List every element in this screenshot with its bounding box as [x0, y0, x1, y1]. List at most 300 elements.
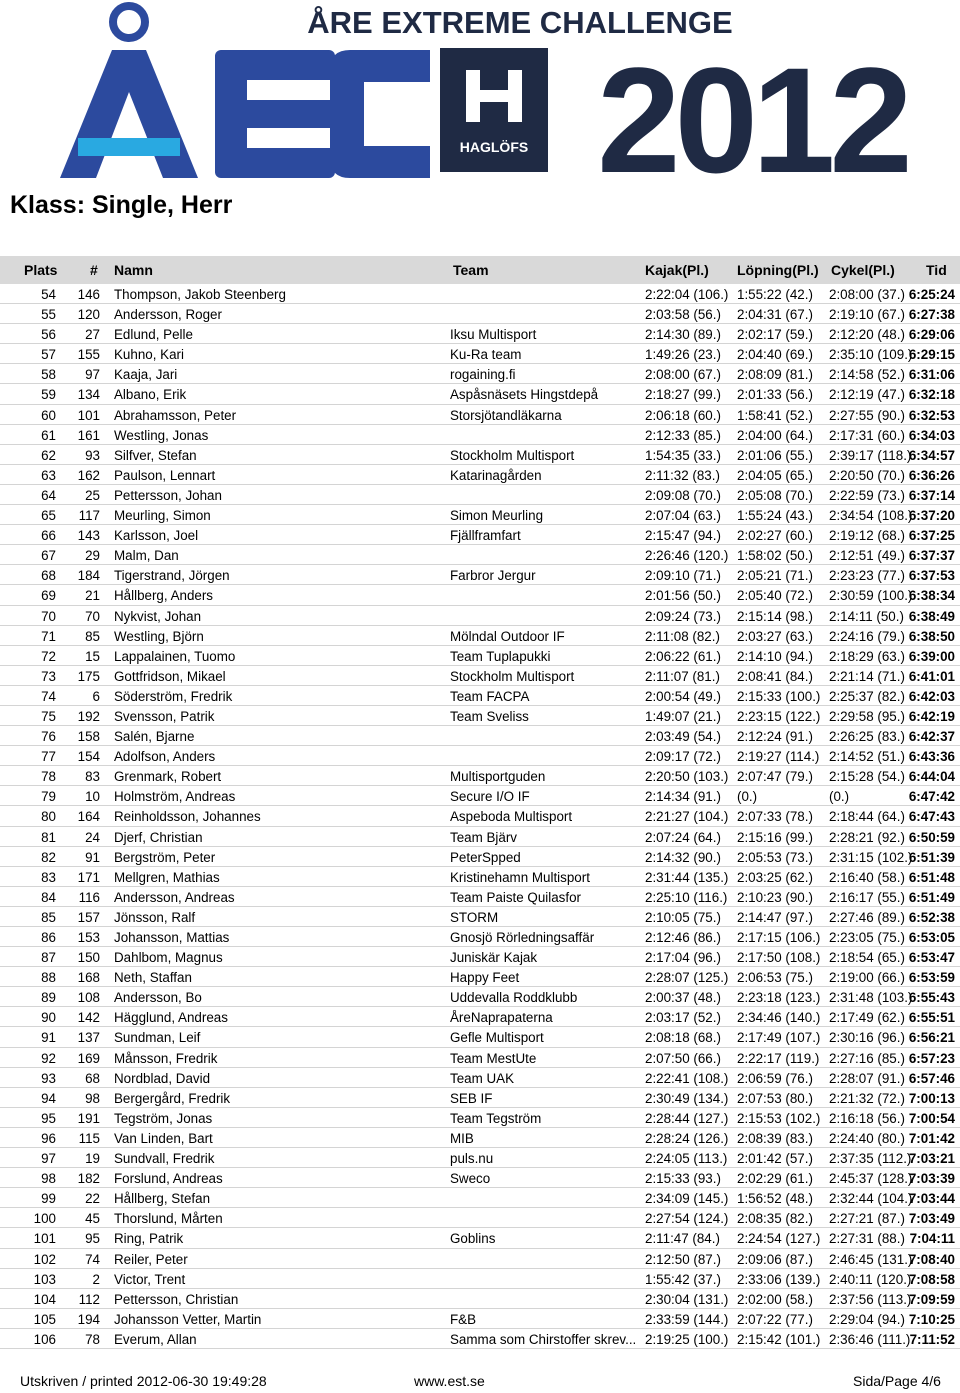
cell-start-number: 157: [77, 909, 100, 925]
cell-start-number: 184: [77, 568, 100, 584]
cell-cykel-time: 2:39:17 (118.): [829, 447, 912, 463]
cell-name: Bergström, Peter: [114, 849, 216, 865]
cell-cykel-time: 2:18:54 (65.): [829, 950, 905, 966]
cell-total-time: 6:51:49: [908, 889, 955, 905]
cell-team: puls.nu: [450, 1151, 494, 1167]
cell-team: Team Tuplapukki: [450, 648, 551, 664]
cell-kajak-time: 2:18:27 (99.): [645, 387, 721, 403]
cell-plats: 99: [41, 1191, 56, 1207]
cell-plats: 104: [33, 1291, 56, 1307]
cell-lopning-time: 2:33:06 (139.): [737, 1271, 821, 1287]
cell-name: Ring, Patrik: [114, 1231, 184, 1247]
cell-total-time: 6:39:00: [908, 648, 955, 664]
table-row: [0, 967, 960, 987]
table-row: [0, 1027, 960, 1047]
cell-lopning-time: 2:03:27 (63.): [737, 628, 813, 644]
cell-total-time: 6:57:46: [908, 1070, 955, 1086]
cell-team: ÅreNaprapaterna: [450, 1010, 553, 1026]
cell-cykel-time: 2:19:00 (66.): [829, 970, 905, 986]
cell-plats: 90: [41, 1010, 56, 1026]
cell-kajak-time: 2:11:32 (83.): [645, 467, 720, 483]
cell-start-number: 116: [78, 889, 100, 905]
cell-start-number: 168: [77, 970, 100, 986]
cell-cykel-time: 2:30:59 (100.): [829, 588, 913, 604]
cell-kajak-time: 1:54:35 (33.): [645, 447, 721, 463]
cell-start-number: 70: [85, 608, 100, 624]
cell-start-number: 95: [85, 1231, 100, 1247]
cell-lopning-time: 1:55:22 (42.): [737, 287, 813, 302]
cell-kajak-time: 2:30:04 (131.): [645, 1291, 729, 1307]
cell-cykel-time: 2:27:55 (90.): [829, 407, 905, 423]
cell-cykel-time: 2:31:48 (103.): [829, 990, 913, 1006]
cell-plats: 101: [33, 1231, 56, 1247]
table-row: [0, 465, 960, 485]
cell-start-number: 115: [78, 1130, 100, 1146]
cell-name: Jönsson, Ralf: [114, 909, 196, 925]
cell-cykel-time: 2:35:10 (109.): [829, 347, 913, 363]
cell-kajak-time: 2:00:37 (48.): [645, 990, 721, 1006]
cell-cykel-time: 2:32:44 (104.): [829, 1191, 913, 1207]
cell-cykel-time: 2:30:16 (96.): [829, 1030, 905, 1046]
cell-cykel-time: 2:20:50 (70.): [829, 467, 905, 483]
cell-cykel-time: 2:15:28 (54.): [829, 769, 905, 785]
table-row: [0, 786, 960, 806]
cell-start-number: 74: [85, 1251, 100, 1267]
table-row: [0, 1228, 960, 1248]
cell-name: Westling, Jonas: [114, 427, 209, 443]
logo-year: 2012: [597, 36, 907, 185]
cell-lopning-time: 2:08:35 (82.): [737, 1211, 813, 1227]
cell-cykel-time: 2:19:12 (68.): [829, 528, 905, 544]
table-row: [0, 585, 960, 605]
cell-total-time: 6:29:15: [908, 347, 955, 363]
table-row: [0, 425, 960, 445]
cell-plats: 56: [41, 327, 56, 343]
cell-team: Sweco: [450, 1171, 491, 1187]
cell-cykel-time: 2:37:56 (113.): [829, 1291, 912, 1307]
cell-plats: 78: [41, 769, 56, 785]
col-tid: Tid: [926, 262, 947, 278]
cell-lopning-time: 2:01:33 (56.): [737, 387, 813, 403]
cell-name: Van Linden, Bart: [114, 1130, 213, 1146]
cell-name: Andersson, Bo: [114, 990, 202, 1006]
cell-total-time: 6:56:21: [908, 1030, 955, 1046]
cell-kajak-time: 2:03:17 (52.): [645, 1010, 721, 1026]
cell-total-time: 6:25:24: [908, 287, 955, 302]
cell-lopning-time: 2:05:53 (73.): [737, 849, 813, 865]
page-number: Sida/Page 4/6: [853, 1373, 941, 1389]
cell-plats: 82: [41, 849, 56, 865]
cell-team: MIB: [450, 1130, 474, 1146]
cell-start-number: 19: [85, 1151, 100, 1167]
cell-kajak-time: 2:08:00 (67.): [645, 367, 721, 383]
table-row: [0, 887, 960, 907]
logo-c-letter: [330, 50, 430, 178]
cell-lopning-time: 2:04:31 (67.): [737, 307, 813, 323]
cell-total-time: 6:57:23: [908, 1050, 955, 1066]
table-row: [0, 445, 960, 465]
cell-lopning-time: 2:01:42 (57.): [737, 1151, 813, 1167]
cell-kajak-time: 2:22:04 (106.): [645, 287, 729, 302]
cell-plats: 105: [33, 1311, 56, 1327]
table-row: [0, 545, 960, 565]
cell-name: Neth, Staffan: [114, 970, 192, 986]
cell-start-number: 175: [77, 668, 100, 684]
cell-total-time: 6:34:03: [908, 427, 955, 443]
table-row: [0, 505, 960, 525]
cell-plats: 91: [41, 1030, 56, 1046]
cell-total-time: 7:03:21: [908, 1151, 955, 1167]
cell-total-time: 7:08:40: [908, 1251, 955, 1267]
cell-plats: 92: [41, 1050, 56, 1066]
cell-kajak-time: 2:34:09 (145.): [645, 1191, 729, 1207]
table-row: [0, 565, 960, 585]
cell-plats: 98: [41, 1171, 56, 1187]
cell-total-time: 7:08:58: [908, 1271, 955, 1287]
cell-plats: 61: [41, 427, 56, 443]
cell-total-time: 6:41:01: [908, 668, 955, 684]
cell-start-number: 120: [77, 307, 100, 323]
cell-plats: 89: [41, 990, 56, 1006]
cell-total-time: 6:27:38: [908, 307, 955, 323]
cell-start-number: 29: [85, 548, 100, 564]
cell-start-number: 108: [77, 990, 100, 1006]
cell-cykel-time: 2:36:46 (111.): [829, 1331, 911, 1347]
cell-total-time: 6:44:04: [908, 769, 955, 785]
cell-kajak-time: 2:01:56 (50.): [645, 588, 721, 604]
cell-start-number: 158: [77, 729, 100, 745]
table-row: [0, 1329, 960, 1349]
cell-name: Sundman, Leif: [114, 1030, 201, 1046]
col-lopning: Löpning(Pl.): [737, 262, 819, 278]
cell-lopning-time: 2:15:14 (98.): [737, 608, 813, 624]
cell-plats: 57: [41, 347, 56, 363]
cell-kajak-time: 2:12:46 (86.): [645, 930, 721, 945]
table-row: [0, 485, 960, 505]
cell-start-number: 24: [85, 829, 100, 845]
cell-team: Samma som Chirstoffer skrev...: [450, 1331, 637, 1347]
cell-name: Söderström, Fredrik: [114, 688, 233, 704]
cell-name: Tigerstrand, Jörgen: [114, 568, 230, 584]
cell-name: Albano, Erik: [114, 387, 187, 403]
cell-cykel-time: 2:16:40 (58.): [829, 869, 905, 885]
cell-name: Adolfson, Anders: [114, 749, 216, 765]
table-row: [0, 284, 960, 304]
cell-kajak-time: 2:15:47 (94.): [645, 528, 721, 544]
table-row: [0, 626, 960, 646]
cell-total-time: 6:38:50: [908, 628, 955, 644]
cell-total-time: 7:00:54: [908, 1110, 955, 1126]
cell-plats: 54: [41, 287, 56, 302]
cell-lopning-time: 2:17:50 (108.): [737, 950, 821, 966]
table-row: [0, 1048, 960, 1068]
table-row: [0, 344, 960, 364]
cell-lopning-time: 2:04:00 (64.): [737, 427, 813, 443]
table-row: [0, 1249, 960, 1269]
cell-lopning-time: 2:24:54 (127.): [737, 1231, 821, 1247]
cell-team: Uddevalla Roddklubb: [450, 990, 578, 1006]
cell-start-number: 153: [77, 930, 100, 945]
logo-a-letter: [60, 6, 198, 178]
cell-plats: 87: [41, 950, 56, 966]
table-row: [0, 1128, 960, 1148]
cell-team: Team FACPA: [450, 688, 530, 704]
cell-name: Lappalainen, Tuomo: [114, 648, 236, 664]
cell-plats: 106: [33, 1331, 56, 1347]
cell-cykel-time: 2:08:00 (37.): [829, 287, 905, 302]
cell-plats: 72: [41, 648, 56, 664]
cell-cykel-time: 2:27:46 (89.): [829, 909, 905, 925]
cell-start-number: 162: [77, 467, 100, 483]
sponsor-name: HAGLÖFS: [459, 139, 529, 155]
cell-start-number: 2: [92, 1271, 100, 1287]
cell-lopning-time: 1:58:02 (50.): [737, 548, 813, 564]
cell-lopning-time: 2:06:59 (76.): [737, 1070, 813, 1086]
cell-team: Juniskär Kajak: [450, 950, 538, 966]
cell-start-number: 112: [78, 1291, 100, 1307]
cell-plats: 67: [41, 548, 56, 564]
cell-team: Mölndal Outdoor IF: [450, 628, 565, 644]
cell-lopning-time: 2:15:16 (99.): [737, 829, 813, 845]
table-row: [0, 1148, 960, 1168]
cell-cykel-time: 2:18:44 (64.): [829, 809, 905, 825]
cell-plats: 97: [41, 1151, 56, 1167]
cell-name: Mellgren, Mathias: [114, 869, 220, 885]
cell-cykel-time: 2:16:17 (55.): [829, 889, 905, 905]
cell-start-number: 22: [85, 1191, 100, 1207]
table-row: [0, 666, 960, 686]
cell-lopning-time: 2:07:53 (80.): [737, 1090, 813, 1106]
cell-team: Stockholm Multisport: [450, 447, 575, 463]
cell-total-time: 6:53:59: [908, 970, 955, 986]
printed-timestamp: Utskriven / printed 2012-06-30 19:49:28: [20, 1373, 267, 1389]
cell-lopning-time: 2:03:25 (62.): [737, 869, 813, 885]
cell-plats: 55: [41, 307, 56, 323]
table-row: [0, 686, 960, 706]
cell-lopning-time: 2:15:33 (100.): [737, 688, 821, 704]
cell-plats: 63: [41, 467, 56, 483]
cell-start-number: 98: [85, 1090, 100, 1106]
cell-team: PeterSpped: [450, 849, 521, 865]
cell-kajak-time: 2:31:44 (135.): [645, 869, 729, 885]
col-namn: Namn: [114, 262, 153, 278]
website-link[interactable]: www.est.se: [414, 1373, 485, 1389]
cell-plats: 59: [41, 387, 56, 403]
cell-start-number: 85: [85, 628, 100, 644]
cell-plats: 73: [41, 668, 56, 684]
cell-team: F&B: [450, 1311, 477, 1327]
cell-name: Kuhno, Kari: [114, 347, 184, 363]
cell-name: Victor, Trent: [114, 1271, 186, 1287]
cell-kajak-time: 2:00:54 (49.): [645, 688, 721, 704]
cell-plats: 80: [41, 809, 56, 825]
cell-cykel-time: 2:12:51 (49.): [829, 548, 905, 564]
cell-cykel-time: 2:14:52 (51.): [829, 749, 905, 765]
cell-lopning-time: 2:02:29 (61.): [737, 1171, 813, 1187]
cell-total-time: 6:47:42: [908, 789, 955, 805]
cell-total-time: 6:53:47: [908, 950, 955, 966]
cell-total-time: 6:55:51: [908, 1010, 955, 1026]
cell-total-time: 6:53:05: [908, 930, 955, 945]
cell-name: Sundvall, Fredrik: [114, 1151, 215, 1167]
cell-team: Multisportguden: [450, 769, 546, 785]
cell-name: Malm, Dan: [114, 548, 179, 564]
cell-name: Reinholdsson, Johannes: [114, 809, 261, 825]
cell-start-number: 142: [77, 1010, 100, 1026]
cell-lopning-time: 2:08:09 (81.): [737, 367, 813, 383]
cell-team: Aspeboda Multisport: [450, 809, 573, 825]
cell-name: Hållberg, Anders: [114, 588, 213, 604]
cell-name: Karlsson, Joel: [114, 528, 199, 544]
table-row: [0, 324, 960, 344]
table-row: [0, 646, 960, 666]
cell-total-time: 6:55:43: [908, 990, 955, 1006]
cell-start-number: 194: [77, 1311, 100, 1327]
cell-total-time: 6:47:43: [908, 809, 955, 825]
cell-total-time: 7:10:25: [908, 1311, 955, 1327]
cell-lopning-time: 2:17:49 (107.): [737, 1030, 821, 1046]
cell-start-number: 171: [77, 869, 100, 885]
cell-kajak-time: 2:06:18 (60.): [645, 407, 721, 423]
cell-kajak-time: 2:07:50 (66.): [645, 1050, 721, 1066]
table-row: [0, 525, 960, 545]
cell-plats: 93: [41, 1070, 56, 1086]
cell-start-number: 169: [77, 1050, 100, 1066]
cell-name: Pettersson, Johan: [114, 487, 222, 503]
cell-cykel-time: 2:25:37 (82.): [829, 688, 905, 704]
cell-lopning-time: 2:15:53 (102.): [737, 1110, 821, 1126]
cell-kajak-time: 2:11:08 (82.): [645, 628, 720, 644]
cell-team: Team Sveliss: [450, 708, 529, 724]
cell-start-number: 21: [85, 588, 100, 604]
cell-cykel-time: 2:18:29 (63.): [829, 648, 905, 664]
table-row: [0, 987, 960, 1007]
cell-total-time: 7:04:11: [909, 1231, 955, 1247]
cell-kajak-time: 2:14:32 (90.): [645, 849, 721, 865]
results-table: [0, 284, 960, 1349]
cell-team: Gefle Multisport: [450, 1030, 544, 1046]
cell-start-number: 25: [85, 487, 100, 503]
cell-kajak-time: 2:20:50 (103.): [645, 769, 729, 785]
col-kajak: Kajak(Pl.): [645, 262, 709, 278]
cell-lopning-time: 2:07:47 (79.): [737, 769, 813, 785]
cell-kajak-time: 2:27:54 (124.): [645, 1211, 729, 1227]
cell-team: STORM: [450, 909, 499, 925]
cell-total-time: 6:37:20: [908, 508, 955, 524]
cell-kajak-time: 2:28:24 (126.): [645, 1130, 729, 1146]
cell-cykel-time: 2:16:18 (56.): [829, 1110, 905, 1126]
cell-total-time: 7:03:49: [908, 1211, 955, 1227]
cell-name: Silfver, Stefan: [114, 447, 197, 463]
table-row: [0, 947, 960, 967]
cell-team: Kristinehamn Multisport: [450, 869, 590, 885]
cell-team: Katarinagården: [450, 467, 542, 483]
cell-plats: 95: [41, 1110, 56, 1126]
table-row: [0, 746, 960, 766]
cell-plats: 86: [41, 930, 56, 945]
cell-plats: 94: [41, 1090, 56, 1106]
logo-graphic: [0, 0, 960, 185]
cell-start-number: 146: [77, 287, 100, 302]
cell-plats: 71: [41, 628, 56, 644]
cell-plats: 60: [41, 407, 56, 423]
cell-kajak-time: 2:26:46 (120.): [645, 548, 729, 564]
cell-total-time: 6:50:59: [908, 829, 955, 845]
cell-team: Team UAK: [450, 1070, 514, 1086]
cell-lopning-time: 1:58:41 (52.): [737, 407, 813, 423]
cell-plats: 74: [41, 688, 56, 704]
cell-cykel-time: 2:46:45 (131.): [829, 1251, 913, 1267]
logo-e-letter: [215, 50, 335, 178]
cell-lopning-time: 2:17:15 (106.): [737, 930, 821, 945]
table-row: [0, 1309, 960, 1329]
cell-cykel-time: 2:24:40 (80.): [829, 1130, 905, 1146]
cell-lopning-time: 2:08:39 (83.): [737, 1130, 813, 1146]
cell-lopning-time: 2:23:18 (123.): [737, 990, 821, 1006]
cell-team: Farbror Jergur: [450, 568, 536, 584]
cell-team: Gnosjö Rörledningsaffär: [450, 930, 595, 945]
cell-plats: 68: [41, 568, 56, 584]
cell-kajak-time: 2:09:08 (70.): [645, 487, 721, 503]
cell-total-time: 6:52:38: [908, 909, 955, 925]
cell-start-number: 192: [77, 708, 100, 724]
cell-cykel-time: 2:27:21 (87.): [829, 1211, 905, 1227]
cell-lopning-time: 2:12:24 (91.): [737, 729, 813, 745]
table-row: [0, 1208, 960, 1228]
cell-kajak-time: 2:28:44 (127.): [645, 1110, 729, 1126]
cell-plats: 76: [41, 729, 56, 745]
cell-total-time: 6:42:03: [908, 688, 955, 704]
cell-cykel-time: 2:21:32 (72.): [829, 1090, 905, 1106]
table-row: [0, 806, 960, 826]
cell-cykel-time: 2:28:21 (92.): [829, 829, 905, 845]
cell-kajak-time: 2:21:27 (104.): [645, 809, 729, 825]
table-row: [0, 1068, 960, 1088]
cell-total-time: 6:42:19: [908, 708, 955, 724]
cell-total-time: 6:32:53: [908, 407, 955, 423]
table-row: [0, 927, 960, 947]
cell-lopning-time: 2:05:21 (71.): [737, 568, 813, 584]
cell-plats: 75: [41, 708, 56, 724]
haglofs-logo: [440, 48, 548, 172]
table-row: [0, 1108, 960, 1128]
cell-total-time: 6:51:39: [908, 849, 955, 865]
cell-cykel-time: 2:34:54 (108.): [829, 508, 913, 524]
cell-name: Svensson, Patrik: [114, 708, 215, 724]
cell-start-number: 83: [85, 769, 100, 785]
event-logo: [0, 0, 960, 185]
cell-team: Secure I/O IF: [450, 789, 530, 805]
cell-lopning-time: 2:01:06 (55.): [737, 447, 813, 463]
cell-total-time: 7:01:42: [908, 1130, 955, 1146]
cell-kajak-time: 2:06:22 (61.): [645, 648, 721, 664]
cell-plats: 64: [41, 487, 56, 503]
cell-plats: 58: [41, 367, 56, 383]
cell-start-number: 78: [85, 1331, 100, 1347]
cell-plats: 85: [41, 909, 56, 925]
cell-cykel-time: 2:22:59 (73.): [829, 487, 905, 503]
cell-name: Andersson, Roger: [114, 307, 222, 323]
cell-name: Holmström, Andreas: [114, 789, 236, 805]
cell-start-number: 117: [78, 508, 100, 524]
cell-name: Dahlbom, Magnus: [114, 950, 223, 966]
cell-lopning-time: 2:23:15 (122.): [737, 708, 821, 724]
cell-name: Hägglund, Andreas: [114, 1010, 228, 1026]
cell-start-number: 137: [77, 1030, 100, 1046]
table-row: [0, 304, 960, 324]
table-row: [0, 706, 960, 726]
cell-kajak-time: 2:11:07 (81.): [645, 668, 720, 684]
